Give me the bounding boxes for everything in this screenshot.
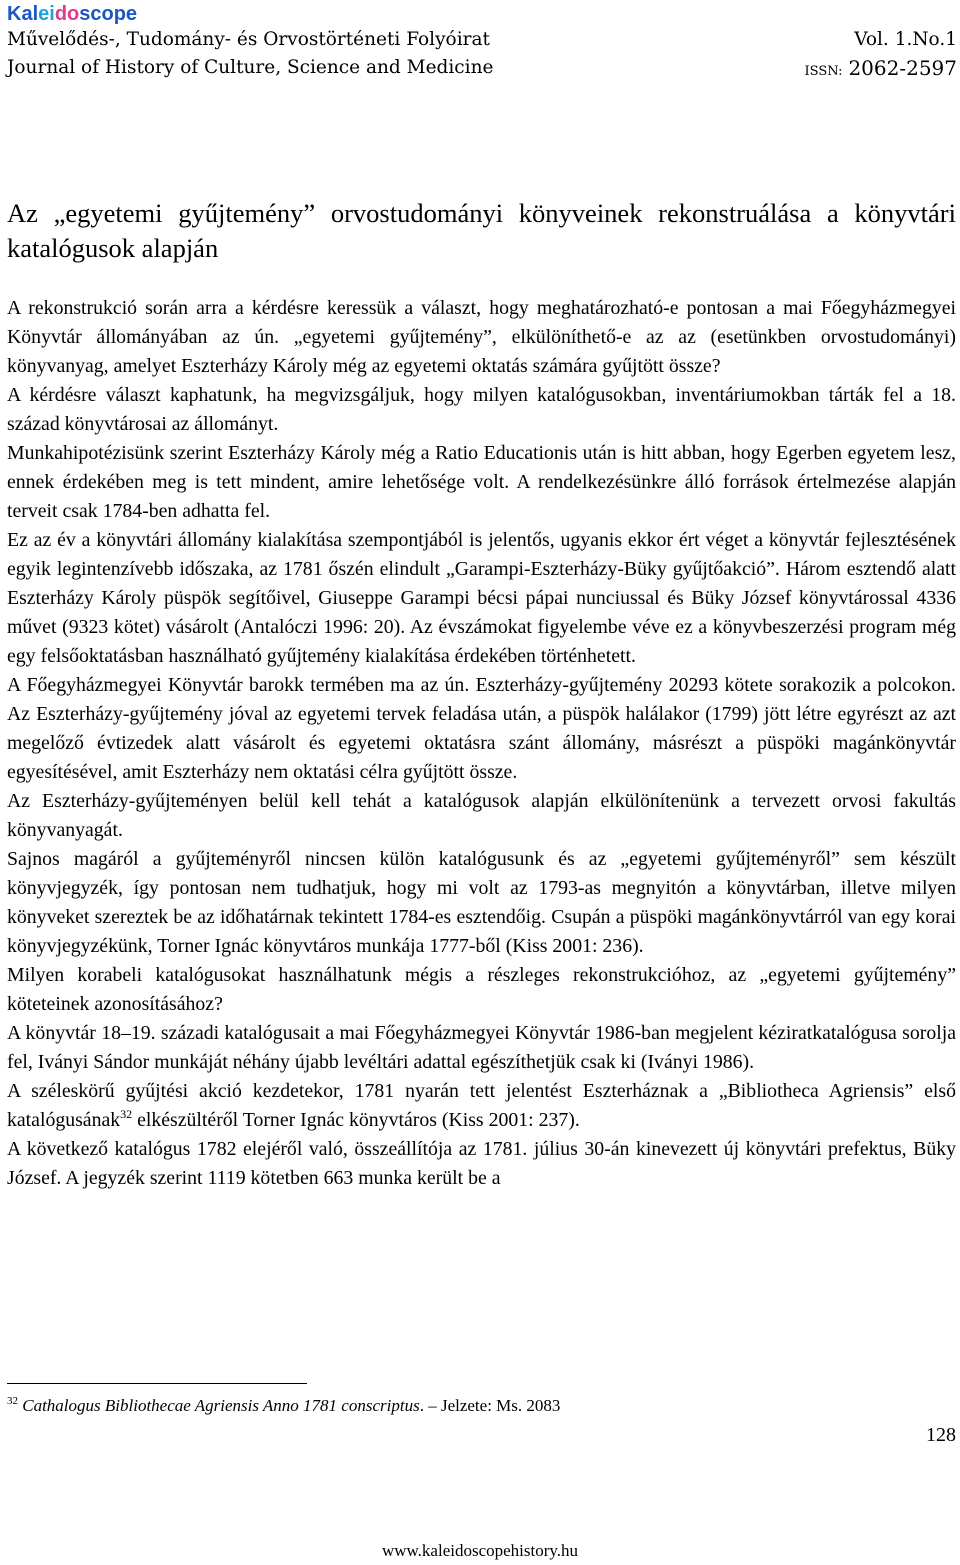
footnote-text: . – Jelzete: Ms. 2083: [419, 1396, 561, 1415]
footnote-title: Cathalogus Bibliothecae Agriensis Anno 1781 conscriptus: [22, 1396, 420, 1415]
footnote-mark: 32: [7, 1395, 18, 1407]
journal-title-en: Journal of History of Culture, Science and Medicine: [7, 57, 494, 78]
footnote: [7, 1394, 956, 1418]
article-title: Az „egyetemi gyűjtemény” orvostudományi könyveinek rekonstruálása a könyvtári katalógusok alapján: [7, 198, 956, 263]
journal-header: [7, 2, 957, 82]
brand-part: scope: [79, 3, 138, 25]
paragraph: A következő katalógus 1782 elejéről való, összeállítója az 1781. július 30-án kinevezett új könyvtári prefektus, Büky József. A jegyzék szerint 1119 kötetben 663 munka került be a: [7, 1138, 956, 1189]
paragraph-text: A széleskörű gyűjtési akció kezdetekor, 1781 nyarán tett jelentést Eszterháznak a „Bibliotheca Agriensis” első katalógusának: [7, 1080, 956, 1131]
paragraph: A kérdésre választ kaphatunk, ha megvizsgáljuk, hogy milyen katalógusokban, inventáriumokban tárták fel a 18. század könyvtárosai az állományt.: [7, 384, 956, 435]
paragraph: Az Eszterházy-gyűjteményen belül kell tehát a katalógusok alapján elkülönítenünk a tervezett orvosi fakultás könyvanyagát.: [7, 790, 956, 841]
brand-part: do: [54, 3, 80, 25]
paragraph-with-footnote: [7, 1077, 956, 1135]
header-row-2: [7, 54, 957, 82]
paragraph-text: elkészültéről Torner Ignác könyvtáros (Kiss 2001: 237).: [132, 1109, 580, 1131]
volume-label: Vol. 1.No.1: [854, 29, 957, 50]
journal-title-hu: Művelődés-, Tudomány- és Orvostörténeti Folyóirat: [7, 29, 490, 50]
journal-brand: [7, 2, 957, 26]
article-body: [7, 294, 956, 1193]
footnote-divider: [7, 1383, 307, 1384]
website-url[interactable]: www.kaleidoscopehistory.hu: [381, 1541, 579, 1560]
page-number: 128: [926, 1424, 956, 1446]
paragraph: A rekonstrukció során arra a kérdésre keressük a választ, hogy meghatározható-e pontosan a mai Főegyházmegyei Könyvtár állományában az ún. „egyetemi gyűjtemény”, elkülöníthető-e az az (esetünkben orvostudományi) könyvanyag, amelyet Eszterházy Károly még az egyetemi oktatás számára gyűjtött össze?: [7, 297, 956, 377]
paragraph: Sajnos magáról a gyűjteményről nincsen külön katalógusunk és az „egyetemi gyűjteményről” sem készült könyvjegyzék, így pontosan nem tudhatjuk, hogy mi volt az 1793-as megnyitón a könyvtárban, illetve milyen könyveket szereztek be az időhatárnak tekintett 1784-es esztendőig. Csupán a püspöki magánkönyvtárról van egy korai könyvjegyzékünk, Torner Ignác könyvtáros munkája 1777-ből (Kiss 2001: 236).: [7, 848, 956, 957]
brand-part: ei: [38, 3, 55, 25]
paragraph: A könyvtár 18–19. századi katalógusait a mai Főegyházmegyei Könyvtár 1986-ban megjelent kéziratkatalógusa sorolja fel, Iványi Sándor munkáját néhány újabb levéltári adattal egészíthetjük csak ki (Iványi 1986).: [7, 1022, 956, 1073]
brand-part: Kal: [7, 3, 39, 25]
issn: [805, 54, 957, 82]
paragraph: Milyen korabeli katalógusokat használhatunk mégis a részleges rekonstrukcióhoz, az „egyetemi gyűjtemény” köteteinek azonosításához?: [7, 964, 956, 1015]
footnote-reference[interactable]: 32: [120, 1107, 133, 1121]
paragraph: Munkahipotézisünk szerint Eszterházy Károly még a Ratio Educationis után is hitt abban, hogy Egerben egyetem lesz, ennek érdekében meg is tett mindent, amire lehetősége volt. A rendelkezésünkre álló források értelmezése alapján terveit csak 1784-ben adhatta fel.: [7, 442, 956, 522]
issn-number: 2062-2597: [848, 56, 957, 80]
paragraph: A Főegyházmegyei Könyvtár barokk termében ma az ún. Eszterházy-gyűjtemény 20293 kötete sorakozik a polcokon. Az Eszterházy-gyűjtemény jóval az egyetemi tervek feladása után, a püspök halálakor (1799) jött létre egyrészt az azt megelőző évtizedek alatt vásárolt és egyetemi oktatásra szánt állomány, másrészt a püspöki magánkönyvtár egyesítésével, amit Eszterházy nem oktatási célra gyűjtött össze.: [7, 674, 956, 783]
paragraph: Ez az év a könyvtári állomány kialakítása szempontjából is jelentős, ugyanis ekkor ért véget a könyvtár fejlesztésének egyik legintenzívebb időszaka, az 1781 őszén elindult „Garampi-Eszterházy-Büky gyűjtőakció”. Három esztendő alatt Eszterházy Károly püspök segítőivel, Giuseppe Garampi bécsi pápai nunciussal és Büky József könyvtárossal 4336 művet (9323 kötet) vásárolt (Antalóczi 1996: 20). Az évszámokat figyelembe véve ez a könyvbeszerzési program még egy felsőoktatásban használható gyűjtemény kialakítása érdekében történhetett.: [7, 529, 956, 667]
issn-label: ISSN:: [804, 64, 843, 79]
header-row-1: [7, 26, 957, 54]
